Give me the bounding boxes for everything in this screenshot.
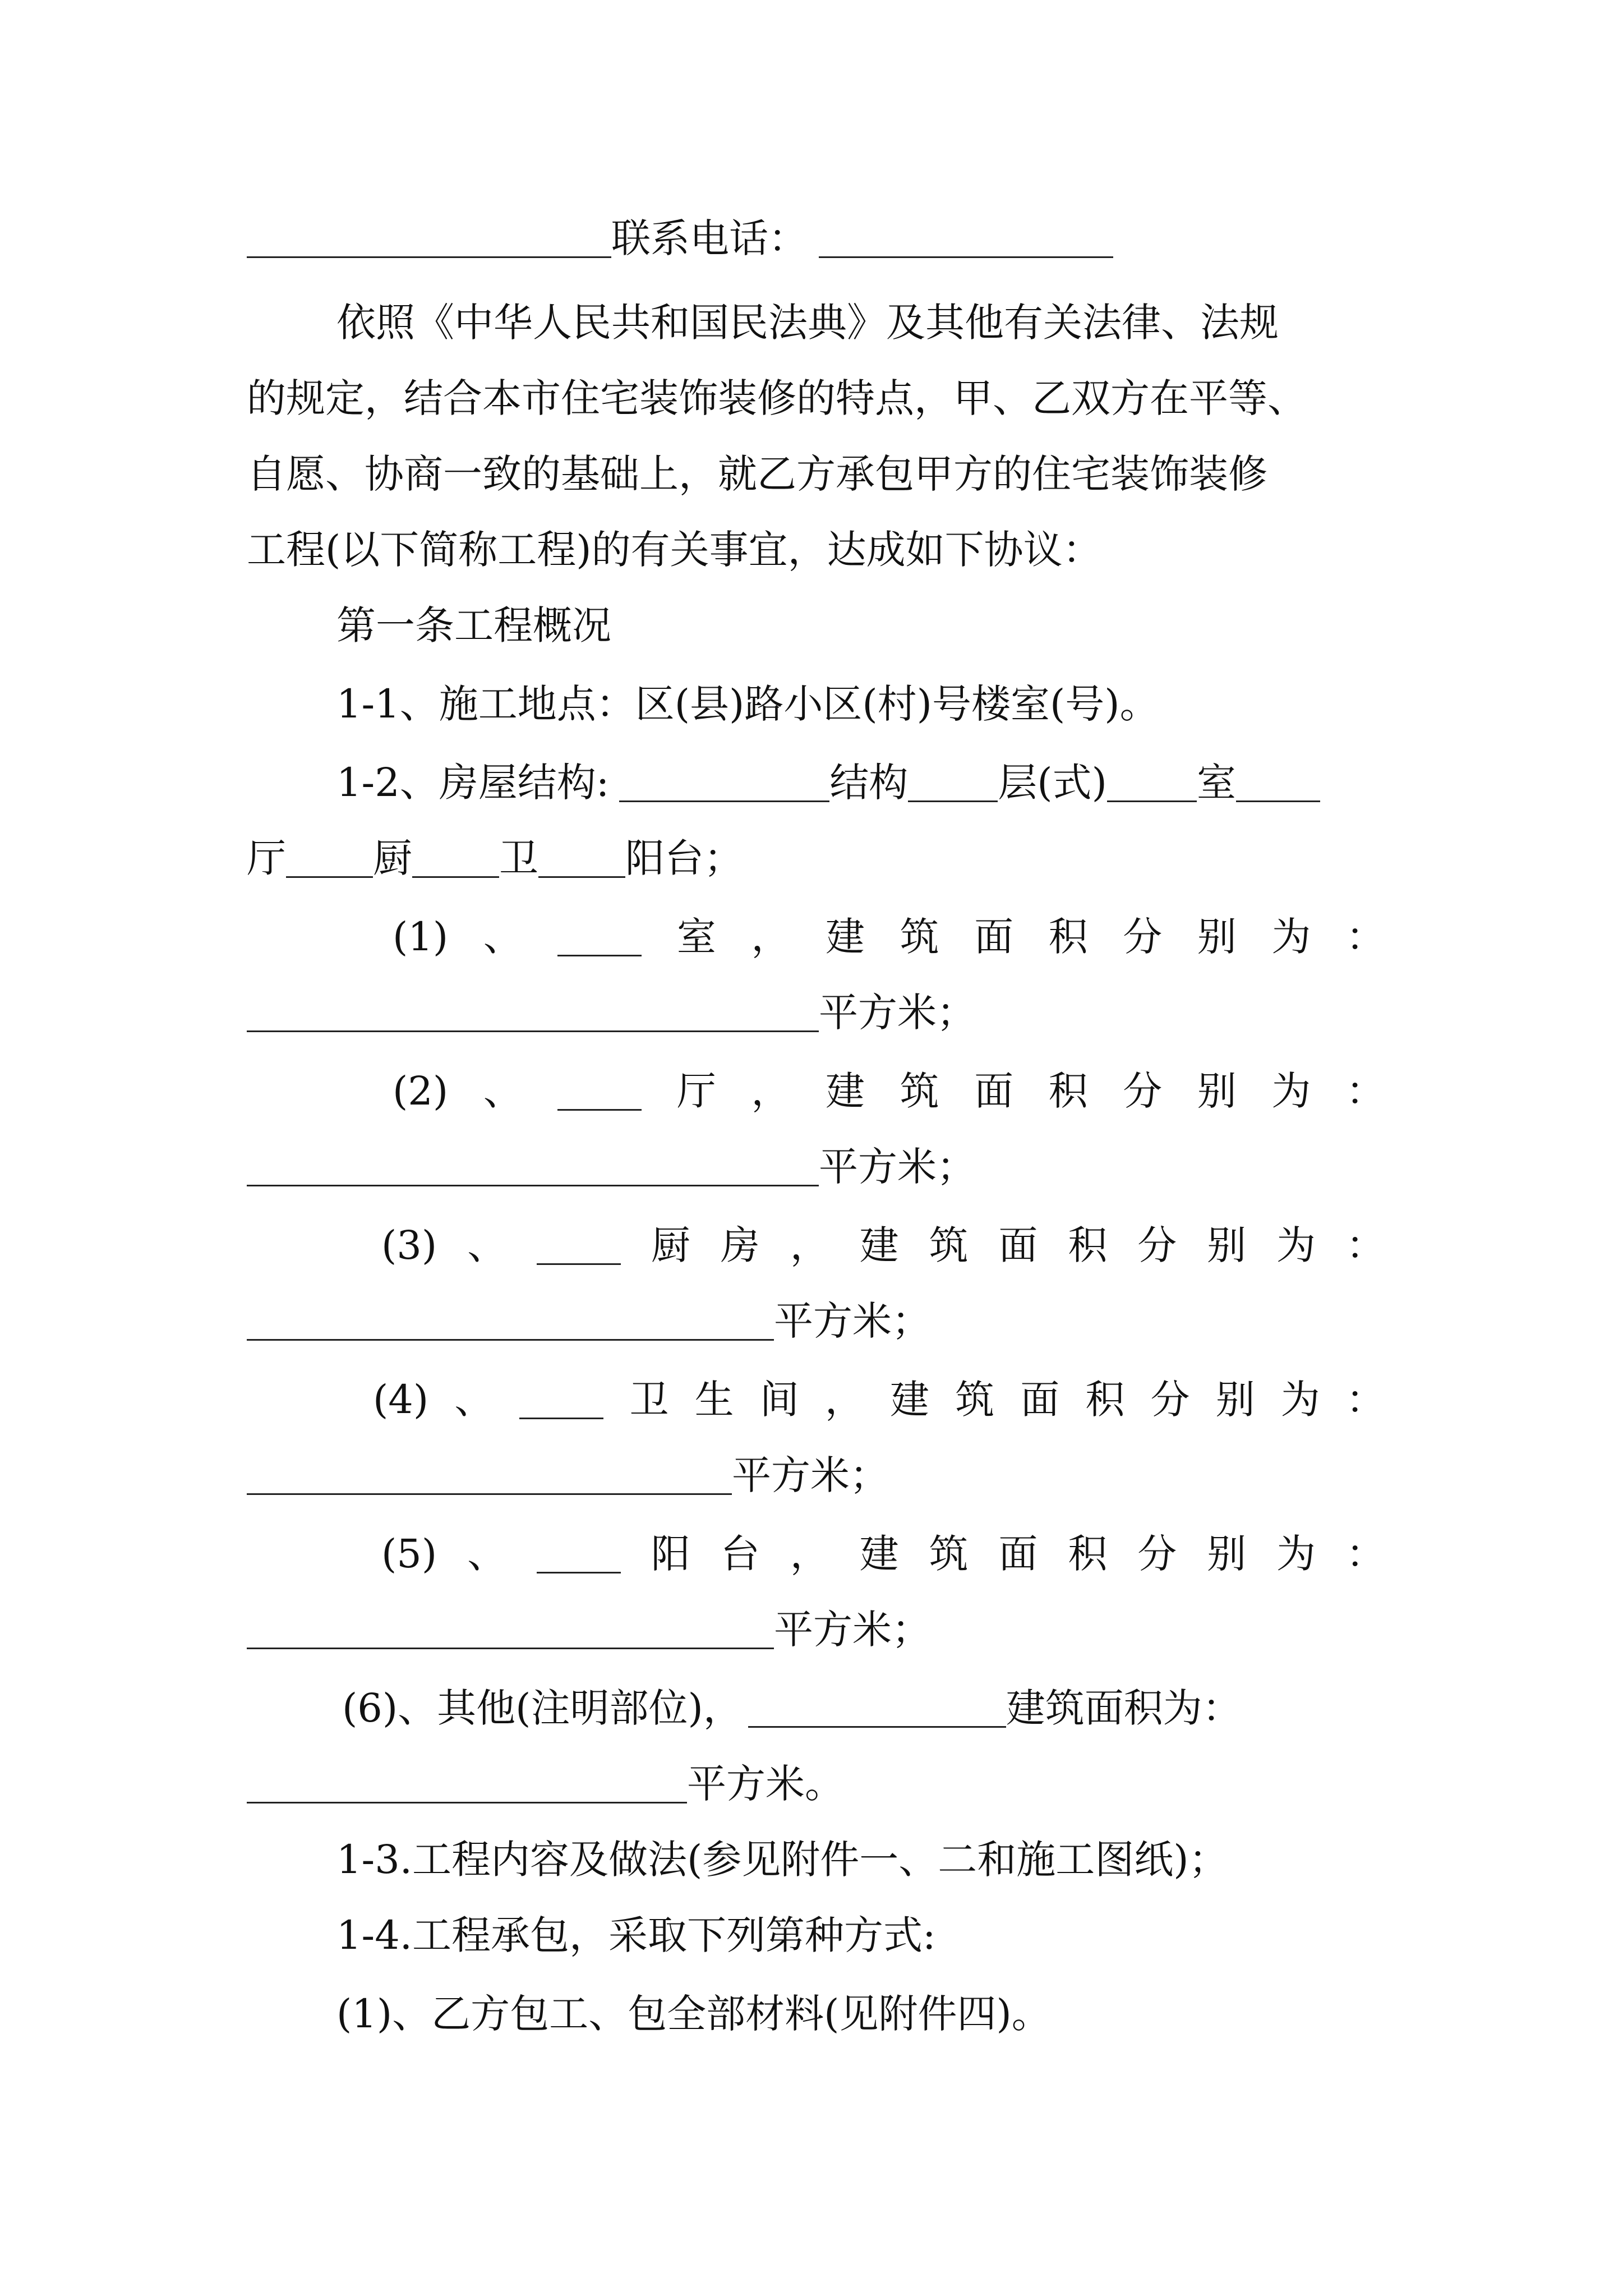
- room-3-unit: 平方米；: [774, 1298, 931, 1344]
- room-3-char: 厨: [651, 1222, 690, 1268]
- room-4-char: 卫: [629, 1377, 669, 1423]
- room-3-char: ，: [790, 1222, 829, 1268]
- room-4-char: 面: [1020, 1377, 1060, 1423]
- room-1-char: 分: [1123, 914, 1163, 960]
- article-title-text: 第一条工程概况: [336, 602, 611, 648]
- room-2-num: (2): [393, 1068, 449, 1114]
- room-5-area-line: [247, 1599, 1385, 1660]
- room-4-count-blank[interactable]: [519, 1381, 603, 1419]
- room-4-sep: 、: [454, 1377, 494, 1423]
- room-2-area-line: [247, 1136, 1385, 1198]
- other-area-blank[interactable]: [247, 1765, 687, 1803]
- structure-jiegou: 结构: [829, 760, 909, 806]
- contract-option-1: [336, 1983, 1385, 2045]
- preamble-text-2: 的规定，结合本市住宅装饰装修的特点，甲、乙双方在平等、: [247, 375, 1307, 421]
- contact-phone-blank[interactable]: [819, 219, 1113, 258]
- room-3-area-blank[interactable]: [247, 1302, 774, 1341]
- room-2-sep: 、: [483, 1068, 523, 1114]
- room-1-char: 筑: [900, 914, 939, 960]
- room-1-char: 室: [676, 914, 716, 960]
- other-location-blank[interactable]: [748, 1689, 1006, 1728]
- room-3-char: 筑: [929, 1222, 969, 1268]
- room-5-char: 别: [1207, 1531, 1247, 1577]
- kitchens-blank[interactable]: [286, 839, 373, 878]
- room-3-char: 别: [1207, 1222, 1247, 1268]
- room-5-char: 为: [1276, 1531, 1316, 1577]
- structure-ceng: 层(式): [998, 760, 1107, 806]
- room-1-char: 面: [974, 914, 1014, 960]
- room-3-char: 面: [998, 1222, 1038, 1268]
- room-4-line: [373, 1369, 1385, 1430]
- room-5-char: 面: [998, 1531, 1038, 1577]
- room-3-count-blank[interactable]: [537, 1226, 621, 1265]
- room-3-char: 建: [859, 1222, 899, 1268]
- article-1-title: [336, 595, 1385, 656]
- preamble-line-2: [247, 367, 1385, 429]
- room-5-sep: 、: [467, 1531, 507, 1577]
- room-2-char: 厅: [676, 1068, 716, 1114]
- room-2-char: 建: [825, 1068, 865, 1114]
- room-1-char: 为: [1271, 914, 1311, 960]
- room-1-area-line: [247, 982, 1385, 1043]
- room-2-count-blank[interactable]: [557, 1072, 642, 1111]
- room-5-char: 建: [859, 1531, 899, 1577]
- room-5-char: ：: [1345, 1531, 1385, 1577]
- room-5-char: 分: [1137, 1531, 1177, 1577]
- room-5-char: ，: [790, 1531, 829, 1577]
- floors-blank[interactable]: [908, 763, 998, 802]
- room-3-char: ：: [1345, 1222, 1385, 1268]
- room-2-char: 分: [1123, 1068, 1163, 1114]
- contact-line: [247, 208, 1385, 269]
- room-6-area-line: [247, 1753, 1385, 1815]
- rooms-blank[interactable]: [1107, 763, 1197, 802]
- clause-1-3: [336, 1829, 1385, 1890]
- room-2-char: 筑: [900, 1068, 939, 1114]
- room-4-char: 别: [1215, 1377, 1255, 1423]
- room-1-count-blank[interactable]: [557, 918, 642, 956]
- room-5-char: 积: [1068, 1531, 1108, 1577]
- room-3-num: (3): [381, 1222, 437, 1268]
- room-3-char: 房: [720, 1222, 760, 1268]
- preamble-text-1: 依照《中华人民共和国民法典》及其他有关法律、法规: [336, 300, 1279, 346]
- preamble-line-1: [336, 292, 1385, 353]
- room-4-char: 分: [1150, 1377, 1190, 1423]
- room-4-char: 间: [759, 1377, 799, 1423]
- room-3-char: 分: [1137, 1222, 1177, 1268]
- room-5-num: (5): [381, 1531, 437, 1577]
- room-3-sep: 、: [467, 1222, 507, 1268]
- room-4-char: ：: [1345, 1377, 1385, 1423]
- room-6-line: [342, 1677, 1385, 1739]
- structure-type-blank[interactable]: [619, 763, 829, 802]
- room-4-area-blank[interactable]: [247, 1456, 732, 1495]
- preamble-text-4: 工程(以下简称工程)的有关事宜，达成如下协议：: [247, 527, 1102, 573]
- site-text: 1-1、施工地点：区(县)路小区(村)号楼室(号)。: [336, 681, 1159, 727]
- structure-yangtai: 阳台；: [625, 835, 743, 881]
- room-3-char: 积: [1068, 1222, 1108, 1268]
- option-1-text: (1)、乙方包工、包全部材料(见附件四)。: [336, 1991, 1051, 2037]
- room-4-char: ，: [824, 1377, 864, 1423]
- room-4-char: 为: [1280, 1377, 1320, 1423]
- room-2-char: ，: [751, 1068, 791, 1114]
- clause-1-1: [336, 673, 1385, 735]
- room-1-char: ，: [751, 914, 791, 960]
- room-2-char: 积: [1048, 1068, 1088, 1114]
- room-3-char: 为: [1276, 1222, 1316, 1268]
- bathrooms-blank[interactable]: [412, 839, 499, 878]
- structure-ting: 厅: [247, 835, 286, 881]
- room-2-line: [393, 1060, 1385, 1122]
- room-5-count-blank[interactable]: [537, 1535, 621, 1573]
- clause-1-2: [336, 752, 1385, 813]
- structure-label: 1-2、房屋结构:: [336, 760, 610, 806]
- room-2-area-blank[interactable]: [247, 1148, 819, 1186]
- room-5-char: 台: [720, 1531, 760, 1577]
- other-area-label: 建筑面积为：: [1006, 1685, 1242, 1731]
- room-2-unit: 平方米；: [819, 1144, 976, 1190]
- preamble-line-4: [247, 519, 1385, 581]
- room-2-char: 面: [974, 1068, 1014, 1114]
- content-text: 1-3.工程内容及做法(参见附件一、二和施工图纸)；: [336, 1837, 1228, 1883]
- room-5-area-blank[interactable]: [247, 1611, 774, 1649]
- room-5-char: 筑: [929, 1531, 969, 1577]
- clause-1-2-cont: [247, 827, 1385, 889]
- room-4-char: 建: [890, 1377, 930, 1423]
- room-5-line: [381, 1523, 1385, 1585]
- room-1-unit: 平方米；: [819, 990, 976, 1036]
- other-text: (6)、其他(注明部位)，: [342, 1685, 743, 1731]
- room-3-line: [381, 1214, 1385, 1276]
- room-4-unit: 平方米；: [732, 1452, 889, 1498]
- preamble-text-3: 自愿、协商一致的基础上，就乙方承包甲方的住宅装饰装修: [247, 451, 1267, 497]
- other-unit: 平方米。: [687, 1761, 844, 1807]
- room-3-area-line: [247, 1290, 1385, 1352]
- halls-blank[interactable]: [1236, 763, 1320, 802]
- room-1-num: (1): [393, 914, 449, 960]
- room-2-char: ：: [1345, 1068, 1385, 1114]
- balconies-blank[interactable]: [538, 839, 625, 878]
- room-1-char: 别: [1197, 914, 1237, 960]
- room-1-char: 建: [825, 914, 865, 960]
- room-5-char: 阳: [651, 1531, 690, 1577]
- room-1-line: [393, 906, 1385, 968]
- room-1-area-blank[interactable]: [247, 993, 819, 1032]
- structure-shi: 室: [1196, 760, 1236, 806]
- contact-phone-label: 联系电话：: [611, 215, 808, 261]
- room-2-char: 别: [1197, 1068, 1237, 1114]
- structure-wei: 卫: [499, 835, 538, 881]
- clause-1-4: [336, 1904, 1385, 1966]
- room-4-area-line: [247, 1444, 1385, 1506]
- room-4-char: 筑: [955, 1377, 995, 1423]
- room-5-unit: 平方米；: [774, 1607, 931, 1653]
- contact-name-blank[interactable]: [247, 219, 611, 258]
- room-2-char: 为: [1271, 1068, 1311, 1114]
- contract-text: 1-4.工程承包，采取下列第种方式:: [336, 1912, 936, 1958]
- room-4-char: 生: [694, 1377, 734, 1423]
- preamble-line-3: [247, 443, 1385, 505]
- room-1-char: ：: [1345, 914, 1385, 960]
- room-1-char: 积: [1048, 914, 1088, 960]
- room-4-num: (4): [373, 1377, 429, 1423]
- room-1-sep: 、: [483, 914, 523, 960]
- room-4-char: 积: [1085, 1377, 1125, 1423]
- structure-chu: 厨: [373, 835, 412, 881]
